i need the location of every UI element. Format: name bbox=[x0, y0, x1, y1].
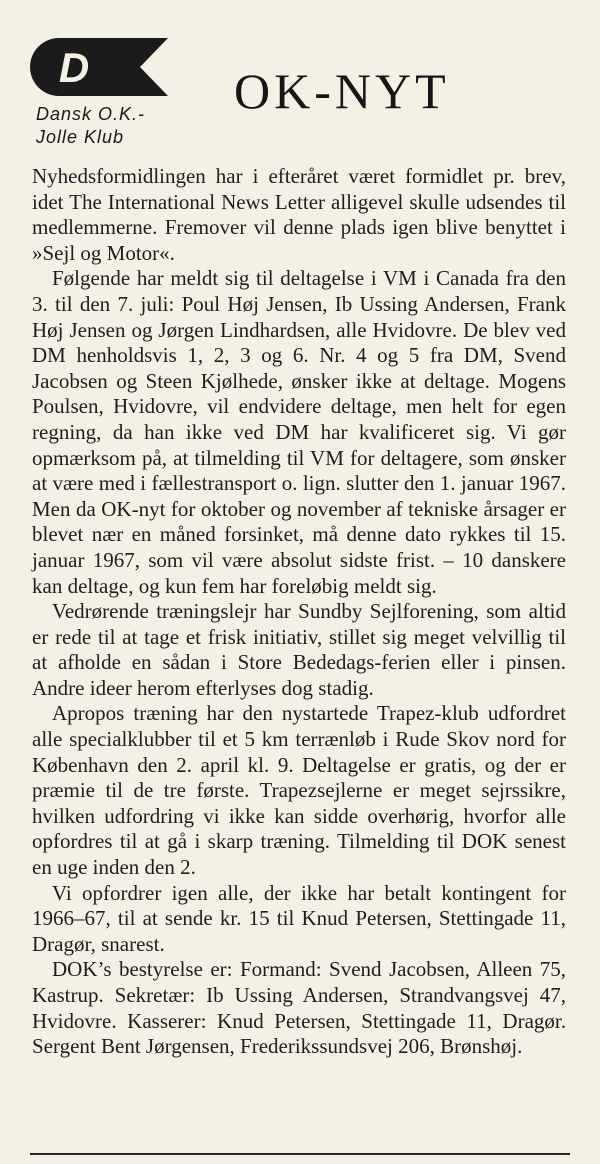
article-paragraph-intro: Nyhedsformidlingen har i efteråret været formidlet pr. brev, idet The International News Letter alligevel skulle udsendes til medlemmerne. Fremover vil denne plads igen blive benyttet i »Sejl og Motor«. bbox=[32, 164, 566, 265]
club-name-line-2: Jolle Klub bbox=[36, 127, 125, 147]
logo-letter: D bbox=[58, 44, 90, 91]
club-logo-graphic bbox=[28, 36, 170, 98]
article-paragraph-vm-canada: Følgende har meldt sig til deltagelse i VM i Canada fra den 3. til den 7. juli: Poul Høj Jensen, Ib Ussing Andersen, Frank Høj Jensen og Jørgen Lindhardsen, alle Hvidovre. De blev ved DM henholdsvis 1, 2, 3 og 6. Nr. 4 og 5 fra DM, Svend Jacobsen og Steen Kjølhede, ønsker ikke at deltage. Mogens Poulsen, Hvidovre, vil endvidere deltage, men helt for egen regning, da han ikke ved DM har kvalificeret sig. Vi gør opmærksom på, at tilmelding til VM for deltagere, som ønsker at være med i fællestransport o. lign. slutter den 1. januar 1967. Men da OK-nyt for oktober og november af tekniske årsager er blevet nær en måned forsinket, må denne dato rykkes til 15. januar 1967, som vil være absolut sidste frist. – 10 danskere kan deltage, og kun fem har foreløbig meldt sig. bbox=[32, 266, 566, 598]
article-paragraph-training-camp: Vedrørende træningslejr har Sundby Sejlforening, som altid er rede til at tage et frisk initiativ, stillet sig meget velvillig til at afholde en sådan i Store Bededags-ferien eller i pinsen. Andre ideer herom efterlyses dog stadig. bbox=[32, 599, 566, 700]
article-paragraph-board: DOK’s bestyrelse er: Formand: Svend Jacobsen, Alleen 75, Kastrup. Sekretær: Ib Ussing Andersen, Strandvangsvej 47, Hvidovre. Kasserer: Knud Petersen, Stettingade 11, Dragør. Sergent Bent Jørgensen, Frederikssundsvej 206, Brønshøj. bbox=[32, 957, 566, 1059]
club-logo bbox=[28, 36, 170, 98]
bottom-divider bbox=[30, 1153, 570, 1155]
page-title: OK-NYT bbox=[234, 63, 450, 119]
article-body bbox=[32, 164, 566, 1060]
page-header bbox=[0, 0, 600, 165]
club-name-line-1: Dansk O.K.- bbox=[36, 104, 146, 124]
article-paragraph-trapez-challenge: Apropos træning har den nystartede Trapez-klub udfordret alle specialklubber til et 5 km terrænløb i Rude Skov nord for København den 2. april kl. 9. Deltagelse er gratis, og der er præmie til de tre første. Trapezsejlerne er meget sejrssikre, hvilken udfordring vi ikke kan sidde overhørig, hvorfor alle opfordres til at gå i skarp træning. Tilmelding til DOK senest en uge inden den 2. bbox=[32, 701, 566, 880]
article-paragraph-membership-fee: Vi opfordrer igen alle, der ikke har betalt kontingent for 1966–67, til at sende kr. 15 til Knud Petersen, Stettingade 11, Dragør, snarest. bbox=[32, 880, 566, 956]
club-name bbox=[36, 103, 145, 149]
